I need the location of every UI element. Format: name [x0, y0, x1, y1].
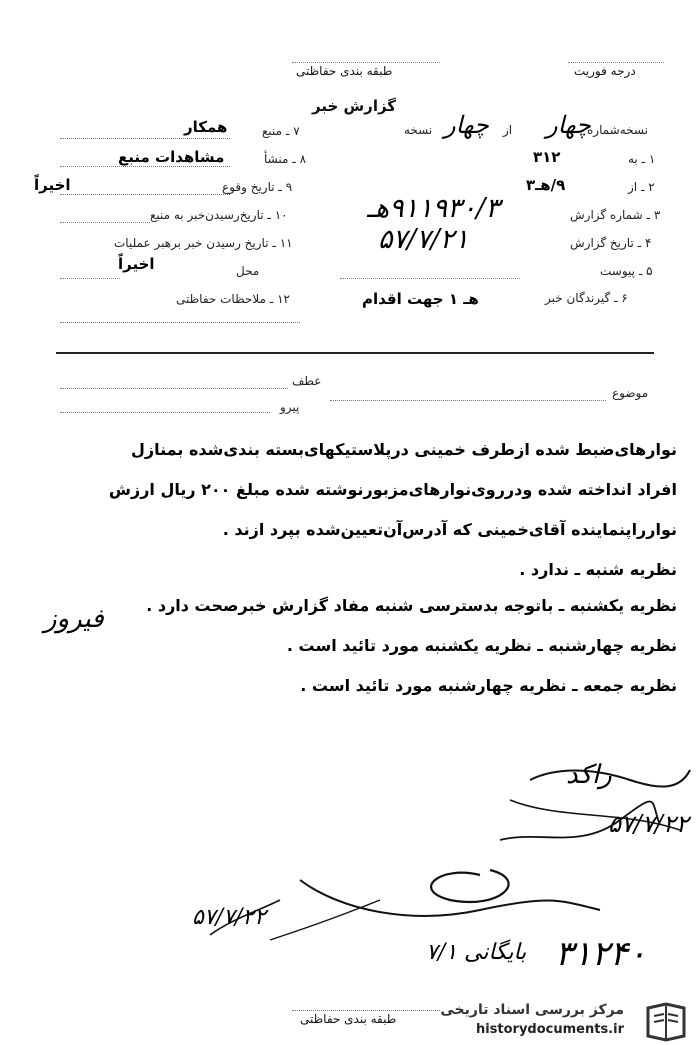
separator-line — [56, 352, 654, 354]
source-value: همکار — [184, 118, 228, 136]
attachment-line — [340, 278, 520, 279]
subject-label: موضوع — [612, 386, 649, 400]
body-line-3: نوارراپنماینده آقای‌خمینی که آدرس‌آن‌تعیین‌شده بپرد ازند . — [222, 520, 677, 539]
handwritten-number: ۳۱۲۴۰ — [555, 934, 647, 974]
report-number-value: ۹۱۱۹۳۰/۳هـ — [367, 193, 500, 224]
place-line — [60, 278, 120, 279]
received-chief-value: اخیراً — [118, 255, 155, 273]
place-label: محل — [236, 264, 260, 278]
to-value: ۳۱۲ — [533, 148, 561, 166]
notes-label: ۱۲ ـ ملاحظات حفاظتی — [176, 292, 290, 306]
signature-scribbles — [180, 760, 699, 960]
received-source-label: ۱۰ ـ تاریخ‌رسیدن‌خبر به منبع — [150, 208, 288, 222]
handwritten-date-2: ۵۷/۷/۲۲ — [192, 905, 266, 930]
copy-of-label: از — [503, 123, 513, 137]
margin-handwriting: فیروز — [44, 604, 104, 634]
footer-line — [292, 1010, 440, 1011]
source-label: ۷ ـ منبع — [262, 124, 300, 138]
report-date-label: ۴ ـ تاریخ گزارش — [570, 236, 652, 250]
priority-label: درجه فوریت — [574, 64, 636, 78]
classification-label-bottom: طبقه بندی حفاظتی — [300, 1012, 397, 1026]
origin-line — [60, 166, 230, 167]
follow-line — [60, 412, 270, 413]
handwritten-date-1: ۵۷/۷/۲۲ — [608, 810, 689, 838]
watermark — [432, 1000, 694, 1044]
header-line — [292, 62, 440, 63]
body-line-4: نظریه شنبه ـ ندارد . — [519, 560, 677, 579]
event-date-label: ۹ ـ تاریخ وقوع — [222, 180, 293, 194]
watermark-url: historydocuments.ir — [475, 1022, 624, 1037]
from-value: ۹/هـ۳ — [526, 176, 566, 194]
classification-label-top: طبقه بندی حفاظتی — [296, 64, 393, 78]
subject-line — [330, 400, 606, 401]
body-line-2: افراد انداخته شده ودرروی‌نوارهای‌مزبورنوشته شده مبلغ ۲۰۰ ریال ارزش — [108, 480, 677, 499]
archive-logo-icon — [644, 1002, 688, 1042]
priority-line — [568, 62, 664, 63]
source-line — [60, 138, 230, 139]
to-label: ۱ ـ به — [628, 152, 656, 166]
handwritten-note-upper: راکد — [566, 760, 612, 790]
from-label: ۲ ـ از — [628, 180, 655, 194]
follow-label: پیرو — [280, 400, 300, 414]
copy-total-value: چهار — [444, 111, 489, 139]
origin-label: ۸ ـ منشأ — [264, 152, 307, 166]
event-date-value: اخیراً — [34, 176, 71, 194]
report-number-label: ۳ ـ شماره گزارش — [570, 208, 661, 222]
received-source-line — [60, 222, 150, 223]
ref-line — [60, 388, 288, 389]
event-date-line — [60, 194, 230, 195]
body-line-7: نظریه جمعه ـ نظریه چهارشنبه مورد تائید است . — [300, 676, 677, 695]
watermark-title: مرکز بررسی اسناد تاریخی — [440, 1002, 624, 1018]
received-chief-label: ۱۱ ـ تاریخ رسیدن خبر برهبر عملیات — [114, 236, 293, 250]
copy-number-value: چهار — [546, 111, 591, 139]
body-line-1: نوارهای‌ضبط شده ازطرف خمینی درپلاستیکهای‌بسته بندی‌شده بمنازل — [131, 440, 677, 459]
document-title: گزارش خبر — [312, 97, 397, 115]
attachment-label: ۵ ـ پیوست — [600, 264, 653, 278]
copy-number-label: نسخه‌شماره — [587, 123, 648, 137]
origin-value: مشاهدات منبع — [118, 148, 225, 166]
copy-suffix-label: نسخه — [404, 123, 433, 137]
body-line-5: نظریه یکشنبه ـ باتوجه بدسترسی شنبه مفاد گزارش خبرصحت دارد . — [146, 596, 677, 615]
notes-line — [60, 322, 300, 323]
ref-label: عطف — [292, 374, 322, 388]
report-date-value: ۵۷/۷/۲۱ — [378, 224, 469, 255]
handwritten-note-bottom: بایگانی ۷/۱ — [426, 940, 527, 965]
body-line-6: نظریه چهارشنبه ـ نظریه یکشنبه مورد تائید است . — [286, 636, 677, 655]
recipients-label: ۶ ـ گیرندگان خبر — [545, 291, 628, 305]
recipients-value: هـ ۱ جهت اقدام — [362, 290, 479, 308]
